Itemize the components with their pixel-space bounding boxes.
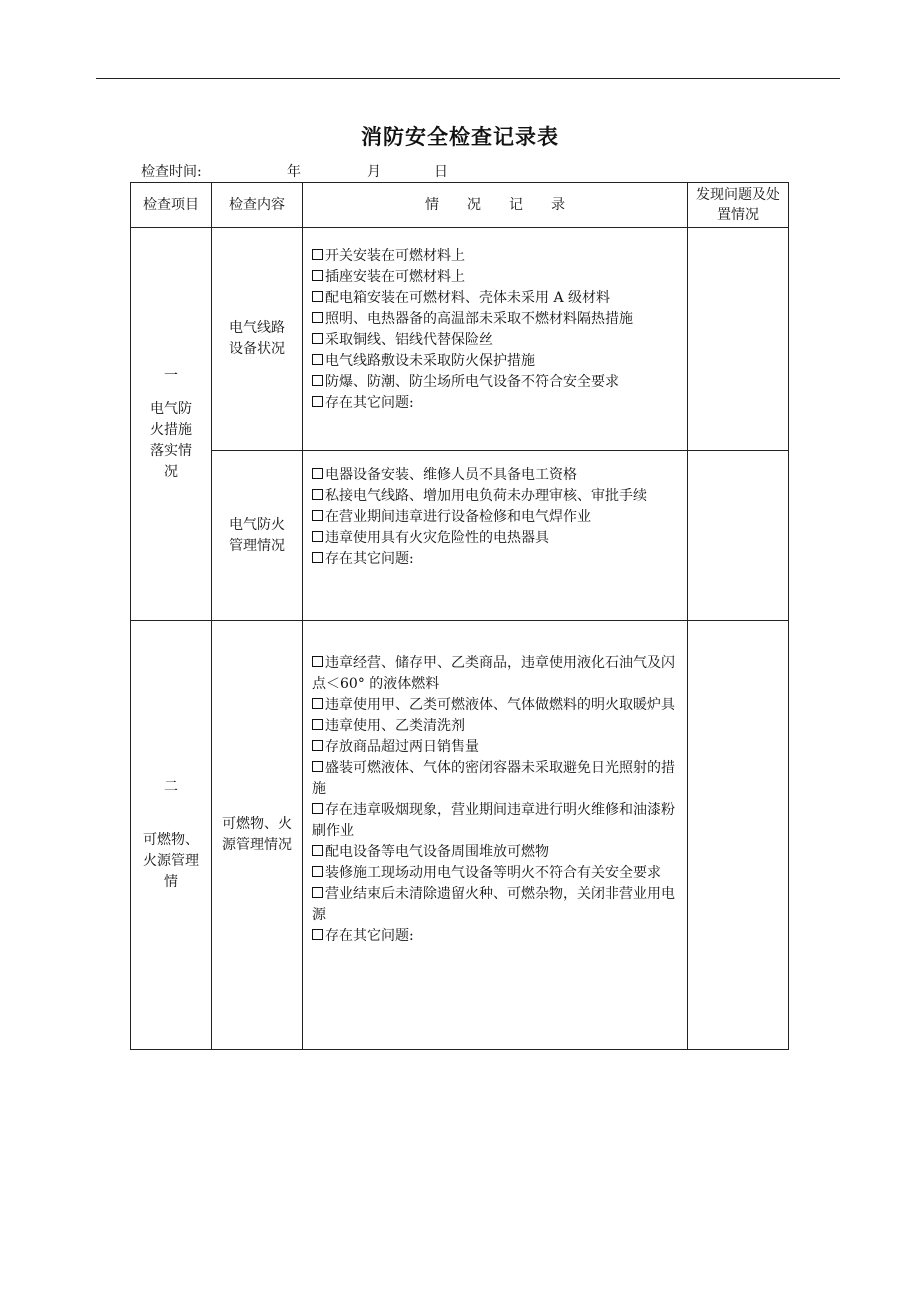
list-item[interactable]: 营业结束后未清除遗留火种、可燃杂物，关闭非营业用电源 (312, 886, 675, 923)
inspection-time-label: 检查时间: (141, 164, 202, 180)
list-item[interactable]: 违章使用甲、乙类可燃液体、气体做燃料的明火取暖炉具 (312, 695, 683, 716)
list-item[interactable]: 违章使用、乙类清洗剂 (312, 716, 683, 737)
checkbox-icon[interactable] (312, 845, 323, 856)
checkbox-icon[interactable] (312, 510, 323, 521)
list-item[interactable]: 照明、电热器备的高温部未采取不燃材料隔热措施 (312, 309, 683, 330)
list-item[interactable]: 电气线路敷设未采取防火保护措施 (312, 351, 683, 372)
inspection-time-year: 年 (287, 164, 301, 180)
list-item[interactable]: 防爆、防潮、防尘场所电气设备不符合安全要求 (312, 372, 683, 393)
checkbox-icon[interactable] (312, 375, 323, 386)
list-item[interactable]: 存在其它问题: (312, 393, 683, 414)
list-item[interactable]: 违章经营、储存甲、乙类商品，违章使用液化石油气及闪点＜60° 的液体燃料 (312, 655, 675, 692)
header-content: 检查内容 (212, 183, 303, 228)
checkbox-icon[interactable] (312, 761, 323, 772)
list-item[interactable]: 私接电气线路、增加用电负荷未办理审核、审批手续 (312, 486, 683, 507)
list-item[interactable]: 电器设备安装、维修人员不具备电工资格 (312, 465, 683, 486)
section-2-name: 可燃物、火源管理情 (143, 832, 199, 890)
list-item[interactable]: 存在其它问题: (312, 926, 683, 947)
list-item[interactable]: 装修施工现场动用电气设备等明火不符合有关安全要求 (312, 863, 683, 884)
checkbox-icon[interactable] (312, 333, 323, 344)
checkbox-icon[interactable] (312, 468, 323, 479)
list-item[interactable]: 插座安装在可燃材料上 (312, 267, 683, 288)
section-1-row-2-found[interactable] (688, 451, 789, 621)
checkbox-icon[interactable] (312, 270, 323, 281)
section-2-item (131, 621, 212, 1050)
checkbox-icon[interactable] (312, 929, 323, 940)
checkbox-icon[interactable] (312, 719, 323, 730)
page-title: 消防安全检查记录表 (361, 124, 559, 149)
list-item[interactable]: 存在其它问题: (312, 549, 683, 570)
list-item[interactable]: 采取铜线、铝线代替保险丝 (312, 330, 683, 351)
header-found: 发现问题及处置情况 (688, 183, 789, 228)
checkbox-icon[interactable] (312, 531, 323, 542)
inspection-time-month: 月 (367, 164, 381, 180)
table-row (131, 228, 789, 451)
list-item[interactable]: 存在违章吸烟现象，营业期间违章进行明火维修和油漆粉刷作业 (312, 802, 675, 839)
table-row (131, 451, 789, 621)
section-1-row-2-record (303, 451, 688, 621)
section-2-row-1-content: 可燃物、火源管理情况 (212, 621, 303, 1050)
checkbox-icon[interactable] (312, 866, 323, 877)
inspection-time-day: 日 (434, 164, 448, 180)
section-1-row-1-found[interactable] (688, 228, 789, 451)
checkbox-icon[interactable] (312, 489, 323, 500)
checkbox-icon[interactable] (312, 312, 323, 323)
list-item[interactable]: 存放商品超过两日销售量 (312, 737, 683, 758)
section-2-row-1-record (303, 621, 688, 1050)
list-item[interactable]: 违章使用具有火灾危险性的电热器具 (312, 528, 683, 549)
checkbox-icon[interactable] (312, 803, 323, 814)
section-1-number: 一 (164, 367, 178, 384)
section-1-row-1-record (303, 228, 688, 451)
section-2-row-1-found[interactable] (688, 621, 789, 1050)
inspection-table (130, 182, 789, 1050)
list-item[interactable]: 配电设备等电气设备周围堆放可燃物 (312, 842, 683, 863)
checkbox-icon[interactable] (312, 291, 323, 302)
checkbox-icon[interactable] (312, 354, 323, 365)
section-1-item (131, 228, 212, 621)
header-rule (96, 78, 840, 79)
table-header-row (131, 183, 789, 228)
list-item[interactable]: 配电箱安装在可燃材料、壳体未采用 A 级材料 (312, 288, 683, 309)
checkbox-icon[interactable] (312, 656, 323, 667)
checkbox-icon[interactable] (312, 552, 323, 563)
header-record: 情 况 记 录 (303, 183, 688, 228)
checkbox-icon[interactable] (312, 698, 323, 709)
header-item: 检查项目 (131, 183, 212, 228)
checkbox-icon[interactable] (312, 249, 323, 260)
checkbox-icon[interactable] (312, 740, 323, 751)
checkbox-icon[interactable] (312, 887, 323, 898)
list-item[interactable]: 在营业期间违章进行设备检修和电气焊作业 (312, 507, 683, 528)
list-item[interactable]: 盛装可燃液体、气体的密闭容器未采取避免日光照射的措施 (312, 760, 675, 797)
section-2-number: 二 (164, 779, 178, 795)
section-1-name: 电气防火措施落实情况 (150, 400, 192, 480)
section-1-row-1-content: 电气线路设备状况 (212, 228, 303, 451)
list-item[interactable]: 开关安装在可燃材料上 (312, 246, 683, 267)
checkbox-icon[interactable] (312, 396, 323, 407)
table-row (131, 621, 789, 1050)
section-1-row-2-content: 电气防火管理情况 (212, 451, 303, 621)
